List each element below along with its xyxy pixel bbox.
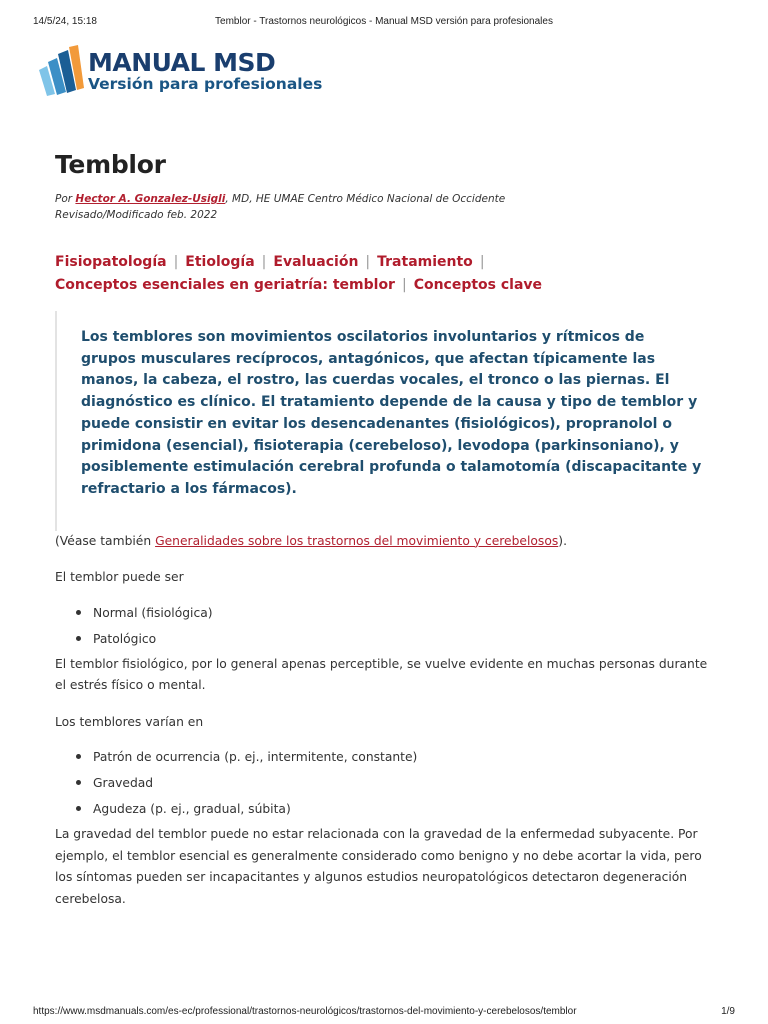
nav-evaluacion[interactable]: Evaluación [273, 254, 359, 270]
list-item: Gravedad [55, 770, 715, 796]
byline [55, 191, 715, 223]
vary-list [55, 744, 715, 822]
nav-tratamiento[interactable]: Tratamiento [377, 254, 473, 270]
nav-conceptos-clave[interactable]: Conceptos clave [413, 277, 543, 293]
nav-separator: | [173, 254, 179, 270]
print-page-title: Temblor - Trastornos neurológicos - Manual MSD versión para profesionales [215, 16, 553, 27]
nav-separator: | [365, 254, 371, 270]
see-also-prefix: (Véase también [55, 533, 156, 548]
see-also-link[interactable]: Generalidades sobre los trastornos del movimiento y cerebelosos [155, 533, 559, 548]
physiologic-paragraph: El temblor fisiológico, por lo general apenas perceptible, se vuelve evidente en muchas personas durante el estrés físico o mental. [55, 656, 708, 693]
page-title: Temblor [55, 150, 166, 179]
article [55, 150, 715, 910]
nav-etiologia[interactable]: Etiología [185, 254, 255, 270]
by-prefix: Por [55, 193, 73, 205]
logo-brand: MANUAL MSD [88, 48, 276, 77]
types-intro: El temblor puede ser [55, 570, 184, 585]
nav-separator: | [479, 254, 485, 270]
article-body [55, 531, 715, 911]
nav-separator: | [401, 277, 407, 293]
msd-logo-icon [36, 44, 88, 100]
page-number: 1/9 [721, 1006, 735, 1017]
revised-date: Revisado/Modificado feb. 2022 [55, 209, 218, 221]
author-affiliation: , MD, HE UMAE Centro Médico Nacional de Occidente [225, 193, 506, 205]
print-url: https://www.msdmanuals.com/es-ec/professional/trastornos-neurológicos/trastornos-del-movimiento-y-cerebelosos/temblor [33, 1006, 577, 1017]
see-also [55, 531, 715, 553]
severity-paragraph: La gravedad del temblor puede no estar relacionada con la gravedad de la enfermedad subyacente. Por ejemplo, el temblor esencial es generalmente considerado como benigno y no debe acortar la vida, pero los síntomas pueden ser incapacitantes y algunos estudios neuropatológicos detectaron degeneración cerebelosa. [55, 827, 702, 906]
list-item: Normal (fisiológica) [55, 600, 715, 626]
msd-logo[interactable] [36, 44, 336, 100]
nav-separator: | [261, 254, 267, 270]
types-list [55, 600, 715, 652]
author-link[interactable]: Hector A. Gonzalez-Usigli [75, 193, 226, 205]
logo-subtitle: Versión para profesionales [88, 75, 323, 93]
see-also-suffix: ). [558, 533, 567, 548]
summary-box: Los temblores son movimientos oscilatorios involuntarios y rítmicos de grupos musculares recíprocos, antagónicos, que afectan típicamente las manos, la cabeza, el rostro, las cuerdas vocales, el tronco o las piernas. El diagnóstico es clínico. El tratamiento depende de la causa y tipo de temblor y puede consistir en evitar los desencadenantes (fisiológicos), propranolol o primidona (esencial), fisioterapia (cerebeloso), levodopa (parkinsoniano), y posiblemente estimulación cerebral profunda o talamotomía (discapacitante y refractario a los fármacos). [55, 311, 715, 531]
nav-fisiopatologia[interactable]: Fisiopatología [55, 254, 167, 270]
print-datetime: 14/5/24, 15:18 [33, 16, 97, 27]
list-item: Patrón de ocurrencia (p. ej., intermitente, constante) [55, 744, 715, 770]
section-nav [55, 251, 715, 297]
list-item: Patológico [55, 626, 715, 652]
list-item: Agudeza (p. ej., gradual, súbita) [55, 796, 715, 822]
vary-intro: Los temblores varían en [55, 714, 204, 729]
nav-conceptos-geriatria[interactable]: Conceptos esenciales en geriatría: temblor [55, 277, 395, 293]
